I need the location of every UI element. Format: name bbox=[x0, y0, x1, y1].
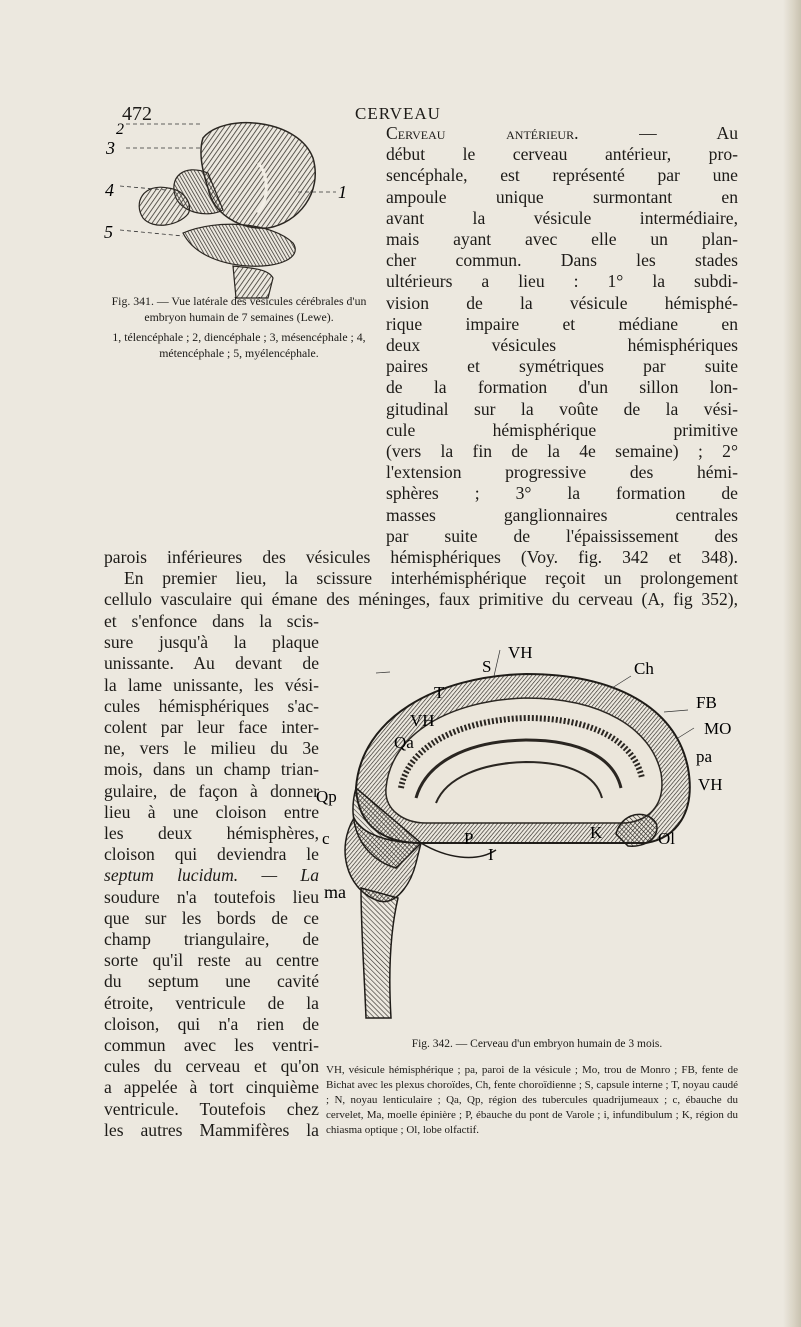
fig342-label-Ol: Ol bbox=[658, 829, 675, 848]
fig341-telencephalon bbox=[139, 187, 189, 225]
col2-line: du septum une cavité bbox=[104, 971, 319, 992]
col1-line: mais ayant avec elle un plan- bbox=[386, 229, 738, 250]
col2-line: que sur les bords de ce bbox=[104, 907, 319, 928]
col2-line: gulaire, de façon à donner bbox=[104, 780, 319, 801]
fig342-label-c: c bbox=[322, 829, 330, 848]
fig341-label-2: 2 bbox=[116, 121, 124, 138]
fig342-label-VH-top: VH bbox=[508, 643, 533, 662]
col1-line: vision de la vésicule hémisphé- bbox=[386, 292, 738, 313]
fig342-label-Ch: Ch bbox=[634, 659, 654, 678]
fig341-label-4: 4 bbox=[105, 180, 114, 200]
col2-line: sorte qu'il reste au centre bbox=[104, 950, 319, 971]
col2-line: mois, dans un champ trian- bbox=[104, 759, 319, 780]
col1-line: deux vésicules hémisphériques bbox=[386, 335, 738, 356]
col1-line: sphères ; 3° la formation de bbox=[386, 483, 738, 504]
text-column-top bbox=[386, 123, 738, 547]
col2-line: champ triangulaire, de bbox=[104, 929, 319, 950]
col2-line: unissante. Au devant de bbox=[104, 653, 319, 674]
col1-line: paires et symétriques par suite bbox=[386, 356, 738, 377]
fig342-label-K: K bbox=[590, 823, 603, 842]
fig342-label-Qp: Qp bbox=[316, 787, 337, 806]
figure-342-illustration bbox=[316, 638, 736, 1028]
fig342-label-Qa: Qa bbox=[394, 733, 414, 752]
col2-line: les deux hémisphères, bbox=[104, 823, 319, 844]
fig342-label-P: P bbox=[464, 829, 474, 848]
col1-line: sencéphale, est représenté par une bbox=[386, 165, 738, 186]
full-line: parois inférieures des vésicules hémisphériques (Voy. fig. 342 et 348). bbox=[104, 547, 738, 567]
col2-line: lieu à une cloison entre bbox=[104, 801, 319, 822]
fig342-label-I: I bbox=[488, 845, 494, 864]
fig341-label-3: 3 bbox=[106, 138, 115, 158]
fig341-label-1: 1 bbox=[338, 182, 347, 202]
fig342-label-MO: MO bbox=[704, 719, 732, 738]
col2-line: étroite, ventricule de la bbox=[104, 992, 319, 1013]
fig342-caption-title: Fig. 342. — Cerveau d'un embryon humain de 3 mois. bbox=[411, 1038, 663, 1050]
col1-line: (vers la fin de la 4e semaine) ; 2° bbox=[386, 441, 738, 462]
col2-line: soudure n'a toutefois lieu bbox=[104, 886, 319, 907]
col2-line: cules du cerveau et qu'on bbox=[104, 1056, 319, 1077]
running-head: CERVEAU bbox=[355, 104, 441, 123]
col2-line: commun avec les ventri- bbox=[104, 1035, 319, 1056]
col1-line: début le cerveau antérieur, pro- bbox=[386, 144, 738, 165]
col2-line: ventricule. Toutefois chez bbox=[104, 1098, 319, 1119]
col1-line: masses ganglionnaires centrales bbox=[386, 504, 738, 525]
col2-line: sure jusqu'à la plaque bbox=[104, 632, 319, 653]
fig342-label-pa: pa bbox=[696, 747, 713, 766]
text-full-width bbox=[104, 547, 738, 611]
fig342-caption-legend: VH, vésicule hémisphérique ; pa, paroi de la vésicule ; Mo, trou de Monro ; FB, fente de Bichat avec les plexus choroïdes, Ch, fente choroïdienne ; S, capsule interne ; T, noyau caudé ; N, noyau lenticulaire ; Qa, Qp, région des tubercules quadrijumeaux ; c, ébauche du cervelet, Ma, moelle épinière ; P, ébauche du pont de Varole ; i, infundibulum ; K, région du chiasma optique ; Ol, lobe olfactif. bbox=[326, 1064, 738, 1136]
fig341-caption-legend: 1, télencéphale ; 2, diencéphale ; 3, mésencéphale ; 4, métencéphale ; 5, myélencéphale. bbox=[112, 330, 366, 360]
col2-line: colent par leur face inter- bbox=[104, 717, 319, 738]
col1-line: de la formation d'un sillon lon- bbox=[386, 377, 738, 398]
col1-line: ultérieurs a lieu : 1° la subdi- bbox=[386, 271, 738, 292]
page-edge-shadow bbox=[783, 0, 801, 1327]
col2-line: cloison qui deviendra le bbox=[104, 844, 319, 865]
col1-line: l'extension progressive des hémi- bbox=[386, 462, 738, 483]
col2-line: la lame unissante, les vési- bbox=[104, 674, 319, 695]
col2-line: a appelée à tort cinquième bbox=[104, 1077, 319, 1098]
col1-line: par suite de l'épaississement des bbox=[386, 525, 738, 546]
fig342-label-FB: FB bbox=[696, 693, 717, 712]
fig341-metencephalon bbox=[183, 224, 295, 266]
col1-line: cule hémisphérique primitive bbox=[386, 419, 738, 440]
figure-341-illustration bbox=[104, 118, 368, 298]
fig341-caption-title: Fig. 341. — Vue latérale des vésicules cérébrales d'un embryon humain de 7 semaines (Lewe). bbox=[111, 294, 367, 324]
col1-line: avant la vésicule intermédiaire, bbox=[386, 207, 738, 228]
col2-line: cules hémisphériques s'ac- bbox=[104, 695, 319, 716]
section-heading: Cerveau antérieur. — bbox=[386, 123, 657, 143]
fig342-label-S: S bbox=[482, 657, 492, 676]
col1-line: gitudinal sur la voûte de la vési- bbox=[386, 398, 738, 419]
full-line: cellulo vasculaire qui émane des méninges, faux primitive du cerveau (A, fig 352), bbox=[104, 589, 738, 610]
full-line: En premier lieu, la scissure interhémisphérique reçoit un prolongement bbox=[124, 568, 738, 589]
fig342-label-T: T bbox=[434, 683, 445, 702]
col1-line: Au bbox=[716, 123, 739, 143]
col2-line: septum lucidum. — La bbox=[104, 865, 319, 886]
col1-line: cher commun. Dans les stades bbox=[386, 250, 738, 271]
col1-line: rique impaire et médiane en bbox=[386, 313, 738, 334]
col2-line: ne, vers le milieu du 3e bbox=[104, 738, 319, 759]
fig342-label-VH-right: VH bbox=[698, 775, 723, 794]
col1-line: ampoule unique surmontant en bbox=[386, 186, 738, 207]
fig341-label-5: 5 bbox=[104, 222, 113, 242]
col2-line: les autres Mammifères la bbox=[104, 1119, 319, 1140]
col2-line: cloison, qui n'a rien de bbox=[104, 1013, 319, 1034]
fig342-spinal-cord bbox=[361, 888, 398, 1018]
fig342-label-ma: ma bbox=[324, 882, 346, 902]
section-heading-line bbox=[386, 123, 738, 144]
text-column-left bbox=[104, 611, 319, 1141]
page-number: 472 bbox=[122, 103, 152, 125]
col2-line: et s'enfonce dans la scis- bbox=[104, 611, 319, 631]
fig342-label-VH-left: VH bbox=[410, 711, 435, 730]
